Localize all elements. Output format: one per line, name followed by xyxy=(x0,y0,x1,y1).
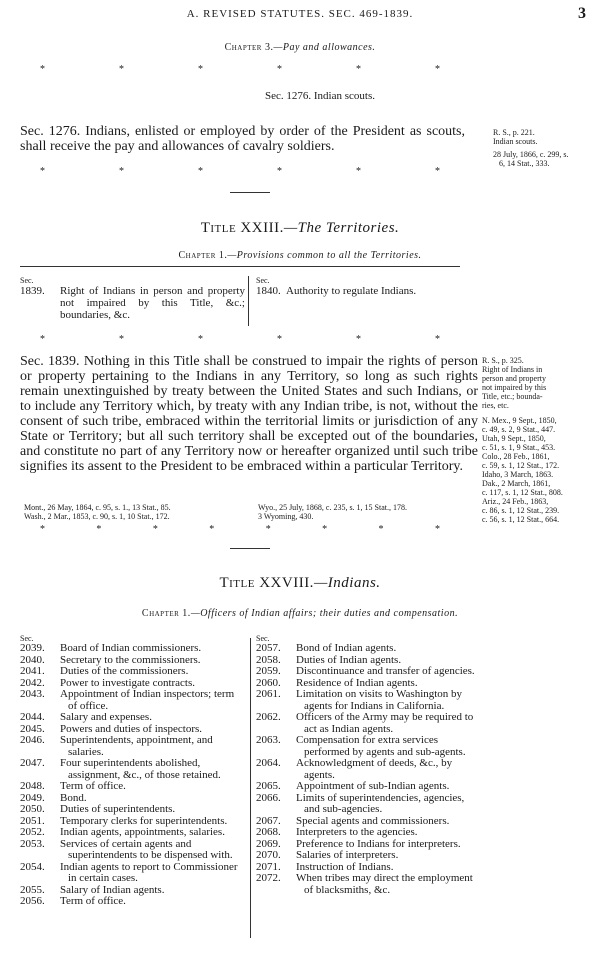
toc-number: 2059. xyxy=(256,665,281,677)
toc-number: 2069. xyxy=(256,837,281,850)
toc-row xyxy=(256,850,482,862)
toc-text: Appointment of sub-Indian agents. xyxy=(296,780,450,792)
title-28-heading xyxy=(0,575,600,592)
toc-text: Residence of Indian agents. xyxy=(296,676,418,689)
toc-number: 2050. xyxy=(20,803,45,815)
toc-text: When tribes may direct the employment of blacksmiths, &c. xyxy=(296,872,473,896)
toc-text: Salary and expenses. xyxy=(60,711,152,723)
chapter-label: Chapter 1. xyxy=(141,608,191,619)
t23-toc-right xyxy=(256,276,461,297)
toc-text: Duties of the commissioners. xyxy=(60,665,189,677)
chapter-label: Chapter 1. xyxy=(178,250,228,261)
toc-row xyxy=(256,873,482,896)
elision-stars: * * * * * * * * xyxy=(40,524,440,535)
toc-number: 2046. xyxy=(20,734,45,746)
toc-text: Discontinuance and transfer of agencies. xyxy=(296,665,475,677)
elision-stars: * * * * * * xyxy=(40,64,440,75)
toc-text: Compensation for extra services performed by agents and sub-agents. xyxy=(296,734,466,758)
toc-row xyxy=(256,827,482,839)
margin-line: Title, etc.; bounda- xyxy=(482,392,543,401)
toc-text: Bond. xyxy=(60,791,87,804)
toc-text: Salary of Indian agents. xyxy=(60,883,165,896)
toc-number: 2052. xyxy=(20,826,45,838)
sec-label: Sec. xyxy=(20,634,34,643)
toc-number: 2047. xyxy=(20,757,45,769)
toc-number: 2051. xyxy=(20,814,45,827)
citation: Mont., 26 May, 1864, c. 95, s. 1., 13 Stat., 85. xyxy=(24,503,171,512)
toc-row xyxy=(20,896,246,908)
margin-line: c. 86, s. 1, 12 Stat., 239. xyxy=(482,506,560,515)
toc-text: Temporary clerks for superintendents. xyxy=(60,814,228,827)
margin-line: Utah, 9 Sept., 1850, xyxy=(482,434,546,443)
sec-label: Sec. xyxy=(20,276,34,285)
margin-line: Colo., 28 Feb., 1861, xyxy=(482,452,550,461)
toc-text: Duties of superintendents. xyxy=(60,803,176,815)
toc-row xyxy=(20,804,246,816)
margin-line: c. 49, s. 2, 9 Stat., 447. xyxy=(482,425,556,434)
page-number: 3 xyxy=(578,5,586,22)
toc-text: Bond of Indian agents. xyxy=(296,642,397,654)
toc-text: Term of office. xyxy=(60,895,126,907)
toc-number: 1839. xyxy=(20,285,45,297)
toc-number: 2066. xyxy=(256,791,281,804)
toc-number: 2039. xyxy=(20,642,45,654)
toc-column-divider xyxy=(248,276,249,326)
margin-line: not impaired by this xyxy=(482,383,547,392)
sec-1276-heading: Sec. 1276. Indian scouts. xyxy=(265,90,375,102)
toc-text: Authority to regulate Indians. xyxy=(286,285,417,297)
toc-text: Special agents and commissioners. xyxy=(296,814,450,827)
toc-number: 2058. xyxy=(256,653,281,666)
toc-text: Superintendents, appointment, and salaries. xyxy=(60,734,213,758)
toc-number: 2071. xyxy=(256,860,281,873)
toc-row xyxy=(20,712,246,724)
margin-line: 6, 14 Stat., 333. xyxy=(499,159,550,168)
section-divider xyxy=(230,548,270,549)
title-name: —Indians. xyxy=(313,575,381,591)
margin-line: ries, etc. xyxy=(482,401,509,410)
toc-number: 2061. xyxy=(256,688,281,700)
margin-line: R. S., p. 325. xyxy=(482,356,524,365)
toc-number: 2068. xyxy=(256,826,281,838)
title-23-chapter-1-heading xyxy=(0,250,600,261)
margin-line: c. 51, s. 1, 9 Stat., 453. xyxy=(482,443,556,452)
margin-line: c. 117, s. 1, 12 Stat., 808. xyxy=(482,488,563,497)
toc-row xyxy=(20,689,246,712)
toc-text: Right of Indians in person and property not impaired by this Title, &c.; boundaries, &c. xyxy=(60,285,245,321)
toc-row xyxy=(256,735,482,758)
toc-number: 2048. xyxy=(20,780,45,792)
running-header: A. REVISED STATUTES. SEC. 469-1839. xyxy=(186,8,414,20)
toc-text: Services of certain agents and superintendents to be dispensed with. xyxy=(60,837,233,861)
toc-number: 2060. xyxy=(256,676,281,689)
toc-row xyxy=(20,758,246,781)
toc-row xyxy=(256,712,482,735)
toc-row xyxy=(256,689,482,712)
elision-stars: * * * * * * xyxy=(40,334,440,345)
toc-row xyxy=(256,666,482,678)
toc-text: Limits of superintendencies, agencies, and sub-agencies. xyxy=(296,791,465,815)
toc-row xyxy=(20,827,246,839)
toc-text: Indian agents to report to Commissioner in certain cases. xyxy=(60,860,238,884)
toc-text: Secretary to the commissioners. xyxy=(60,653,201,666)
toc-row xyxy=(20,839,246,862)
toc-number: 2044. xyxy=(20,711,45,723)
toc-number: 2067. xyxy=(256,814,281,827)
citation: Wash., 2 Mar., 1853, c. 90, s. 1, 10 Stat., 172. xyxy=(24,512,170,521)
margin-line: N. Mex., 9 Sept., 1850, xyxy=(482,416,557,425)
sec-1839-citations-left xyxy=(24,503,244,521)
toc-number: 2054. xyxy=(20,860,45,873)
toc-text: Appointment of Indian inspectors; term of office. xyxy=(60,688,235,712)
toc-number: 2070. xyxy=(256,849,281,861)
toc-number: 2049. xyxy=(20,791,45,804)
toc-text: Instruction of Indians. xyxy=(296,860,394,873)
margin-line: c. 56, s. 1, 12 Stat., 664. xyxy=(482,515,560,524)
chapter-3-heading xyxy=(0,42,600,53)
toc-number: 2053. xyxy=(20,837,45,850)
chapter-label: Chapter 3. xyxy=(224,42,274,53)
toc-text: Acknowledgment of deeds, &c., by agents. xyxy=(296,757,453,781)
toc-text: Power to investigate contracts. xyxy=(60,676,196,689)
citation: Wyo., 25 July, 1868, c. 235, s. 1, 15 Stat., 178. xyxy=(258,503,407,512)
toc-number: 2055. xyxy=(20,883,45,896)
sec-1839-text: Sec. 1839. Nothing in this Title shall be construed to impair the rights of person or property pertaining to the Indians in any Territory, so long as such rights remain unextinguished by treaty between the United States and such Indians, or to include any Territory which, by treaty with any Indian tribe, is not, without the consent of such tribe, embraced within the territorial limits or jurisdiction of any State or Territory; but all such territory shall be excepted out of the boundaries, and constitute no part of any Territory now or hereafter organized until such tribe signifies its assent to the President to be embraced within a particular Territory. xyxy=(20,354,478,474)
toc-row xyxy=(256,781,482,793)
toc-row xyxy=(20,643,246,655)
toc-row xyxy=(20,666,246,678)
toc-number: 2056. xyxy=(20,895,45,907)
margin-line: Right of Indians in xyxy=(482,365,543,374)
citation: 3 Wyoming, 430. xyxy=(258,512,314,521)
toc-number: 2062. xyxy=(256,711,281,723)
toc-row xyxy=(20,735,246,758)
toc-rule xyxy=(20,266,460,267)
elision-stars: * * * * * * xyxy=(40,166,440,177)
margin-line: R. S., p. 221. xyxy=(493,128,535,137)
toc-number: 2042. xyxy=(20,676,45,689)
margin-line: c. 59, s. 1, 12 Stat., 172. xyxy=(482,461,560,470)
toc-row xyxy=(256,758,482,781)
sec-1839-citations-right xyxy=(258,503,468,521)
toc-text: Duties of Indian agents. xyxy=(296,653,402,666)
margin-line: Idaho, 3 March, 1863. xyxy=(482,470,554,479)
t28-toc-right xyxy=(256,634,482,896)
margin-line: Dak., 2 March, 1861, xyxy=(482,479,551,488)
toc-column-divider xyxy=(250,638,251,938)
margin-line: 28 July, 1866, c. 299, s. xyxy=(493,150,569,159)
toc-text: Salaries of interpreters. xyxy=(296,849,399,861)
toc-text: Interpreters to the agencies. xyxy=(296,826,418,838)
title-28-chapter-1-heading xyxy=(0,608,600,619)
chapter-title: —Officers of Indian affairs; their duties and compensation. xyxy=(190,608,459,619)
title-name: —The Territories. xyxy=(283,220,400,236)
margin-line: Ariz., 24 Feb., 1863, xyxy=(482,497,549,506)
toc-text: Powers and duties of inspectors. xyxy=(60,722,203,735)
title-label: Title XXIII. xyxy=(200,220,284,236)
chapter-title: —Pay and allowances. xyxy=(273,42,376,53)
toc-row xyxy=(20,862,246,885)
toc-text: Four superintendents abolished, assignment, &c., of those retained. xyxy=(60,757,221,781)
toc-text: Officers of the Army may be required to act as Indian agents. xyxy=(296,711,474,735)
sec-1839-margin-note xyxy=(482,356,594,524)
toc-text: Limitation on visits to Washington by agents for Indians in California. xyxy=(296,688,463,712)
toc-number: 2043. xyxy=(20,688,45,700)
sec-label: Sec. xyxy=(256,276,270,285)
t23-toc-left xyxy=(20,276,245,321)
toc-row xyxy=(20,781,246,793)
title-23-heading xyxy=(0,220,600,237)
toc-number: 2040. xyxy=(20,653,45,666)
toc-text: Preference to Indians for interpreters. xyxy=(296,837,461,850)
t28-toc-left xyxy=(20,634,246,908)
toc-number: 2041. xyxy=(20,665,45,677)
toc-row xyxy=(20,885,246,897)
margin-line: person and property xyxy=(482,374,546,383)
title-label: Title XXVIII. xyxy=(219,575,314,591)
margin-line: Indian scouts. xyxy=(493,137,538,146)
section-divider xyxy=(230,192,270,193)
toc-number: 2045. xyxy=(20,722,45,735)
toc-text: Term of office. xyxy=(60,780,126,792)
toc-row xyxy=(256,793,482,816)
toc-number: 2063. xyxy=(256,734,281,746)
toc-number: 2072. xyxy=(256,872,281,884)
sec-1276-margin-note xyxy=(493,128,593,168)
chapter-title: —Provisions common to all the Territories. xyxy=(227,250,422,261)
toc-number: 2057. xyxy=(256,642,281,654)
toc-text: Board of Indian commissioners. xyxy=(60,642,202,654)
toc-number: 2064. xyxy=(256,757,281,769)
toc-text: Indian agents, appointments, salaries. xyxy=(60,826,225,838)
toc-number: 2065. xyxy=(256,780,281,792)
sec-1276-text: Sec. 1276. Indians, enlisted or employed by order of the President as scouts, shall receive the pay and allowances of cavalry soldiers. xyxy=(20,124,465,154)
toc-row xyxy=(256,643,482,655)
sec-label: Sec. xyxy=(256,634,270,643)
toc-number: 1840. xyxy=(256,285,281,297)
